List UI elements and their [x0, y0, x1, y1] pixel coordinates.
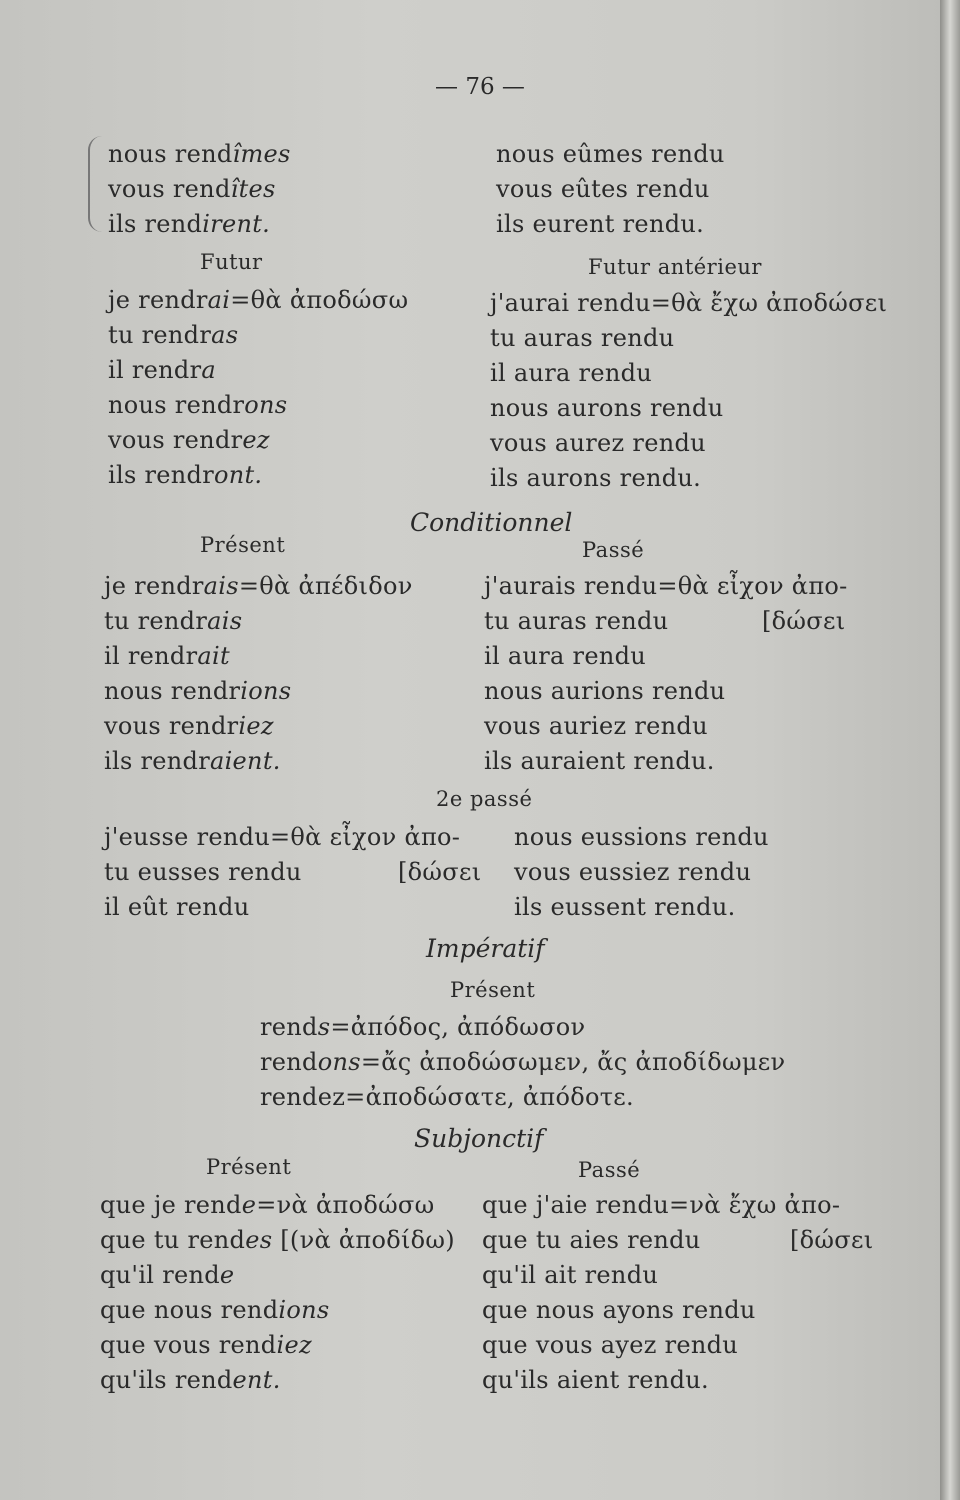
verb-line: tu auras rendu [484, 607, 669, 635]
verb-line: rendons=ἄς ἀποδώσωμεν, ἄς ἀποδίδωμεν [260, 1048, 786, 1076]
verb-line: vous aurez rendu [490, 429, 706, 457]
subjonctif-present-label: Présent [206, 1155, 292, 1179]
verb-line: nous rendîmes [108, 140, 291, 168]
verb-line: tu auras rendu [490, 324, 675, 352]
futur-anterieur-label: Futur antérieur [588, 255, 762, 279]
futur-label: Futur [200, 250, 263, 274]
subjonctif-passe-continuation: [δώσει [790, 1226, 874, 1254]
verb-line: tu rendrais [104, 607, 243, 635]
verb-line: nous eûmes rendu [496, 140, 725, 168]
imperatif-conjugation [260, 1010, 785, 1115]
verb-line: je rendrai=θὰ ἀποδώσω [108, 286, 409, 314]
verb-line: ils aurons rendu. [490, 464, 702, 492]
verb-line: nous rendrons [108, 391, 288, 419]
verb-line: tu rendras [108, 321, 239, 349]
subjonctif-passe-label: Passé [578, 1158, 641, 1182]
futur-conjugation [108, 283, 408, 493]
verb-line: vous eussiez rendu [514, 858, 752, 886]
verb-line: que tu aies rendu [482, 1226, 701, 1254]
verb-line: nous rendrions [104, 677, 292, 705]
verb-line: rends=ἀπόδος, ἀπόδωσον [260, 1013, 586, 1041]
verb-line: que vous ayez rendu [482, 1331, 739, 1359]
verb-line: ils rendront. [108, 461, 263, 489]
verb-line: vous rendîtes [108, 175, 276, 203]
bracket-mark [88, 136, 106, 232]
passe2-label: 2e passé [436, 787, 533, 811]
verb-line: il eût rendu [104, 893, 250, 921]
verb-line: qu'ils aient rendu. [482, 1366, 709, 1394]
verb-line: que tu rendes [(νὰ ἀποδίδω) [100, 1226, 455, 1254]
verb-line: vous rendriez [104, 712, 274, 740]
verb-line: ils auraient rendu. [484, 747, 715, 775]
verb-line: qu'ils rendent. [100, 1366, 281, 1394]
verb-line: je rendrais=θὰ ἀπέδιδον [104, 572, 413, 600]
verb-line: il rendrait [104, 642, 230, 670]
verb-line: j'aurai rendu=θὰ ἔχω ἀποδώσει [490, 289, 888, 317]
verb-line: rendez=ἀποδώσατε, ἀπόδοτε. [260, 1083, 634, 1111]
verb-line: vous auriez rendu [484, 712, 708, 740]
conditionnel-present-conjugation [104, 569, 413, 779]
verb-line: que vous rendiez [100, 1331, 312, 1359]
imperatif-heading: Impératif [426, 934, 545, 963]
verb-line: nous aurions rendu [484, 677, 726, 705]
verb-line: qu'il rende [100, 1261, 235, 1289]
verb-line: ils eurent rendu. [496, 210, 705, 238]
imperatif-present-label: Présent [450, 978, 536, 1002]
verb-line: il aura rendu [484, 642, 647, 670]
verb-line: qu'il ait rendu [482, 1261, 659, 1289]
verb-line: il rendra [108, 356, 216, 384]
verb-line: j'aurais rendu=θὰ εἶχον ἀπο- [484, 572, 848, 600]
subjonctif-present-conjugation [100, 1188, 455, 1398]
passe2-right-conjugation [514, 820, 769, 925]
verb-line: que nous ayons rendu [482, 1296, 756, 1324]
verb-line: ils rendraient. [104, 747, 281, 775]
subjonctif-heading: Subjonctif [414, 1124, 544, 1153]
verb-line: il aura rendu [490, 359, 653, 387]
verb-line: nous eussions rendu [514, 823, 769, 851]
verb-line: vous eûtes rendu [496, 175, 710, 203]
passe-simple-rest [108, 137, 291, 242]
verb-line: vous rendrez [108, 426, 270, 454]
verb-line: tu eusses rendu [104, 858, 302, 886]
verb-line: que j'aie rendu=νὰ ἔχω ἀπο- [482, 1191, 841, 1219]
book-spine [940, 0, 960, 1500]
verb-line: ils eussent rendu. [514, 893, 736, 921]
subjonctif-passe-conjugation [482, 1188, 840, 1398]
passe-anterieur-rest [496, 137, 725, 242]
passe2-continuation: [δώσει [398, 858, 482, 886]
futur-anterieur-conjugation [490, 286, 887, 496]
conditionnel-passe-continuation: [δώσει [762, 607, 846, 635]
verb-line: que je rende=νὰ ἀποδώσω [100, 1191, 435, 1219]
page-number: — 76 — [435, 74, 525, 100]
conditionnel-passe-conjugation [484, 569, 848, 779]
conditionnel-present-label: Présent [200, 533, 286, 557]
verb-line: j'eusse rendu=θὰ εἶχον ἀπο- [104, 823, 461, 851]
conditionnel-heading: Conditionnel [410, 508, 573, 537]
verb-line: nous aurons rendu [490, 394, 724, 422]
verb-line: que nous rendions [100, 1296, 330, 1324]
verb-line: ils rendirent. [108, 210, 271, 238]
conditionnel-passe-label: Passé [582, 538, 645, 562]
